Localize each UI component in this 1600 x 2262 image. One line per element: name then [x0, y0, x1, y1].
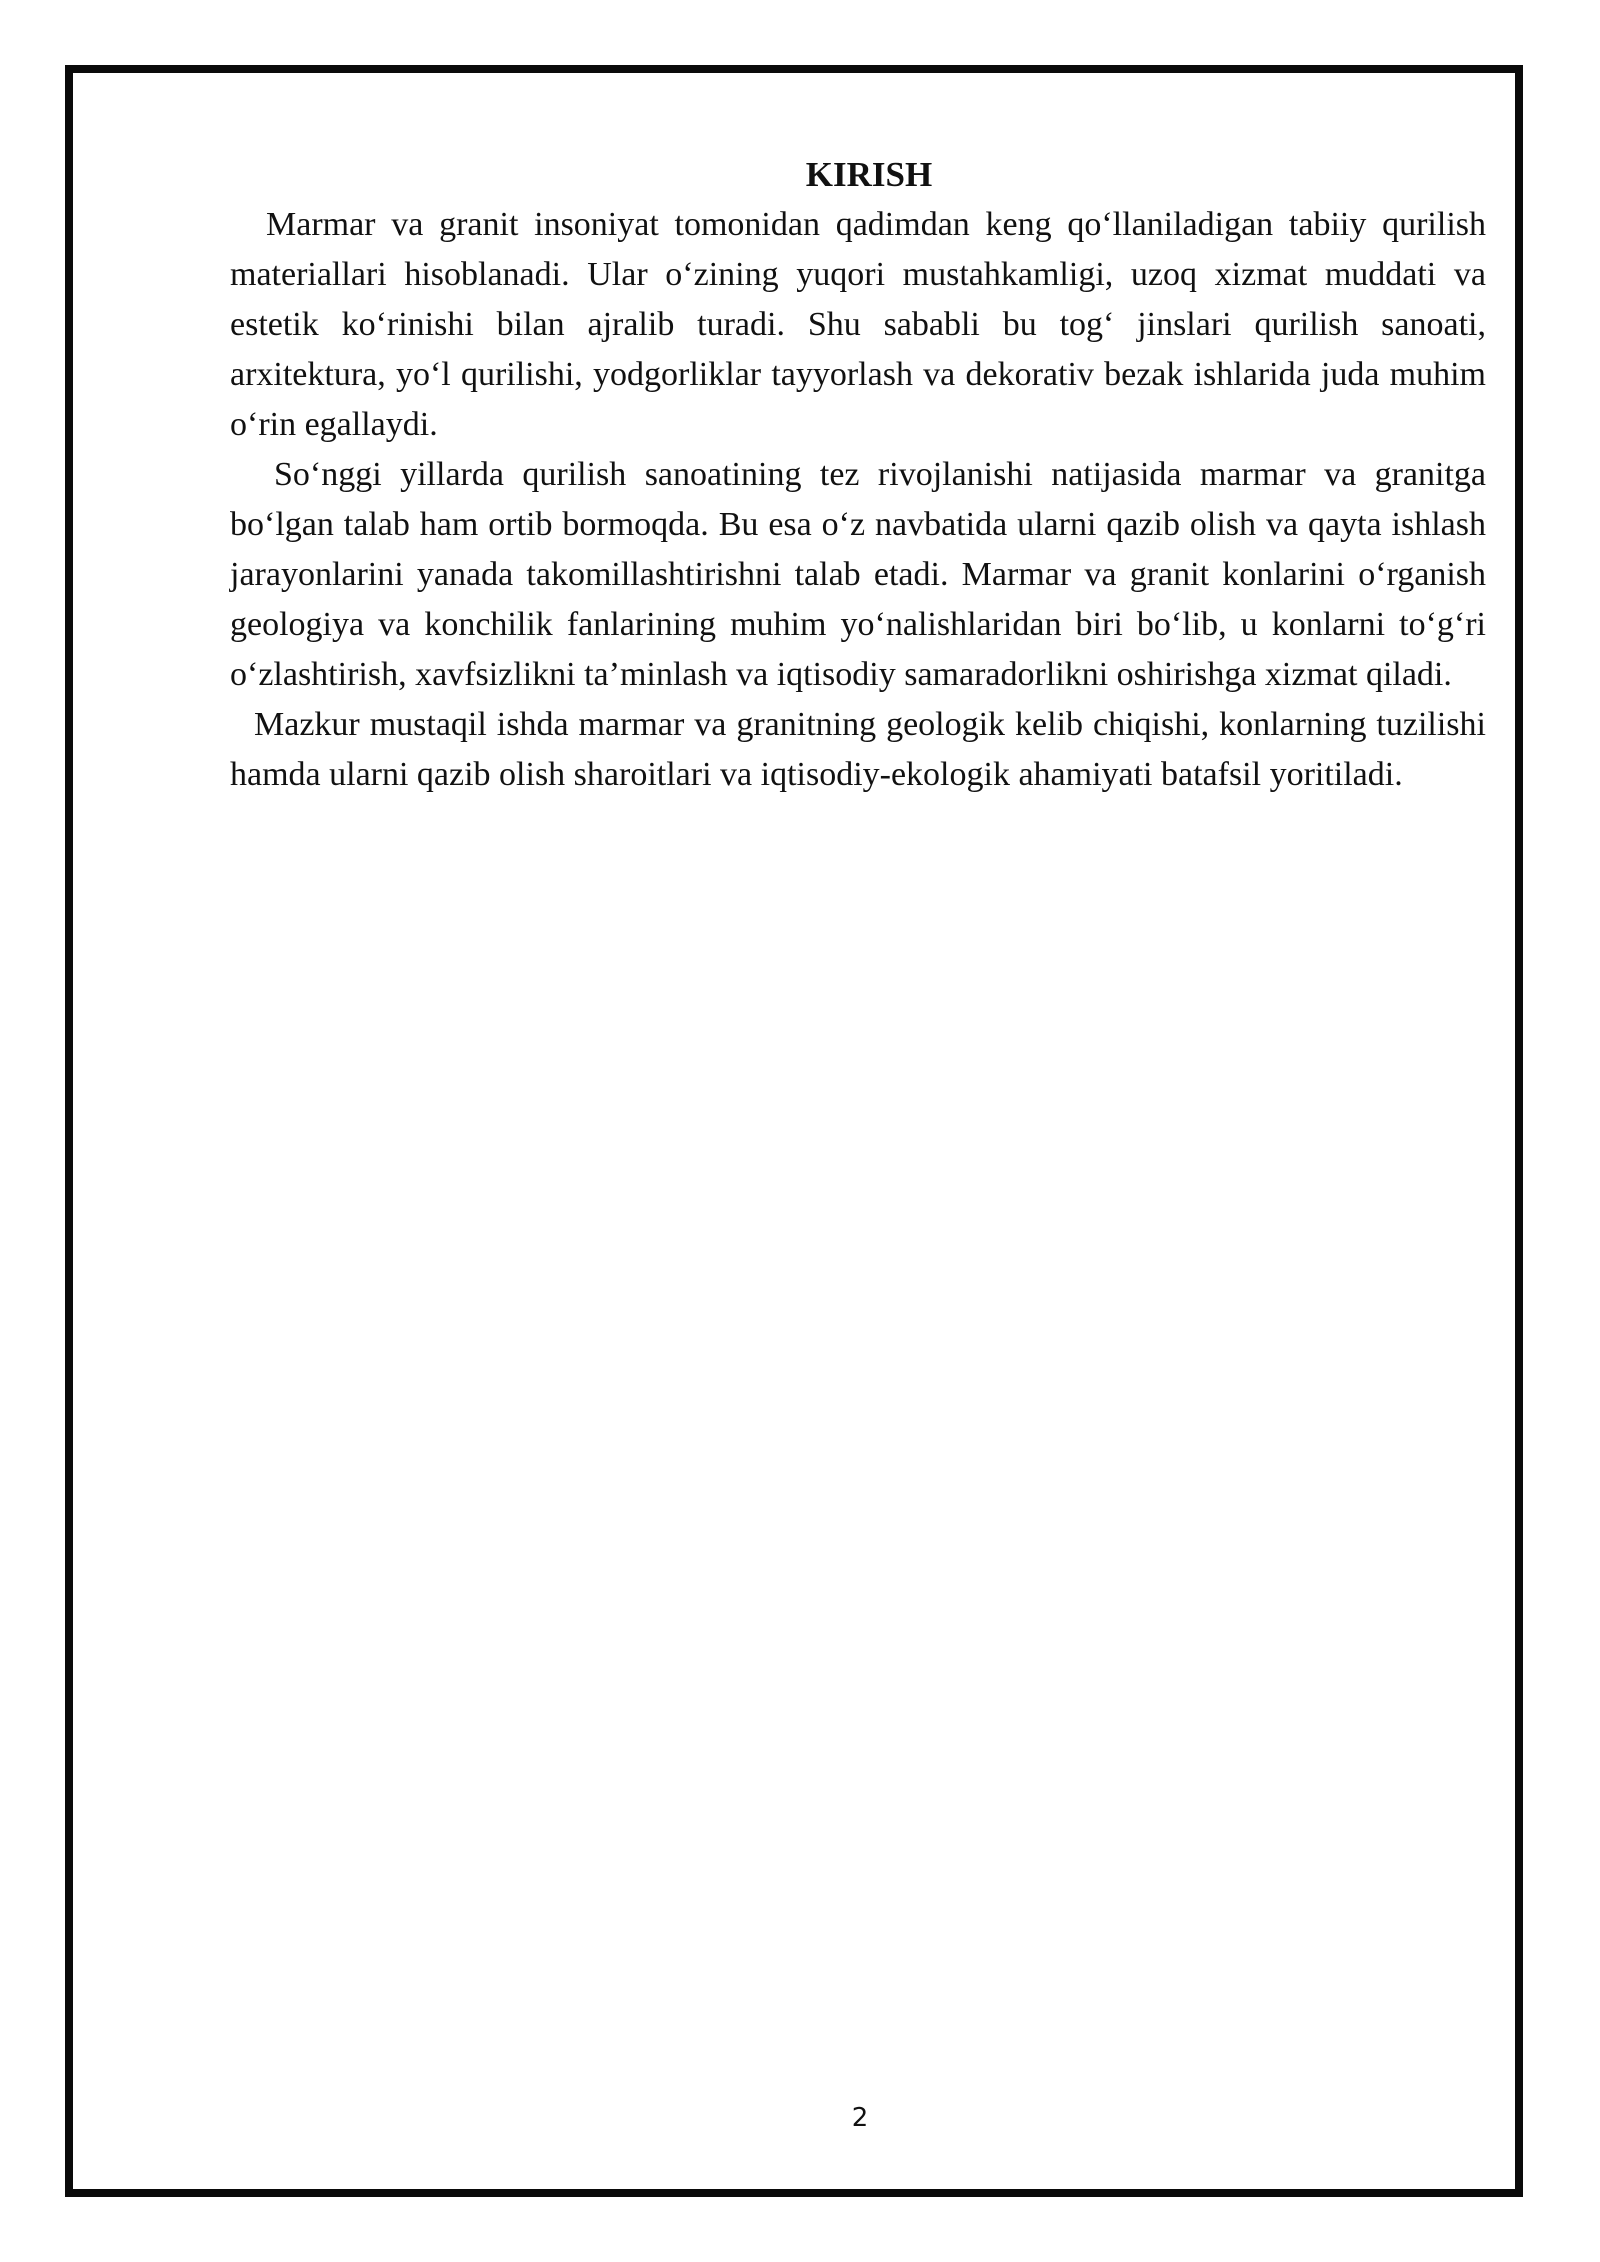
document-body	[230, 150, 1486, 800]
page-number: 2	[851, 2103, 869, 2133]
paragraph-scope: Mazkur mustaqil ishda marmar va granitning geologik kelib chiqishi, konlarning tuzilishi hamda ularni qazib olish sharoitlari va iqtisodiy-ekologik ahamiyati batafsil yoritiladi.	[230, 706, 1486, 793]
paragraph-intro: Marmar va granit insoniyat tomonidan qadimdan keng qo‘llaniladigan tabiiy qurilish materiallari hisoblanadi. Ular o‘zining yuqori mustahkamligi, uzoq xizmat muddati va estetik ko‘rinishi bilan ajralib turadi. Shu sababli bu tog‘ jinslari qurilish sanoati, arxitektura, yo‘l qurilishi, yodgorliklar tayyorlash va dekorativ bezak ishlarida juda muhim o‘rin egallaydi.	[230, 206, 1486, 443]
section-heading: KIRISH	[805, 155, 933, 194]
paragraph-demand: So‘nggi yillarda qurilish sanoatining tez rivojlanishi natijasida marmar va granitga bo‘lgan talab ham ortib bormoqda. Bu esa o‘z navbatida ularni qazib olish va qayta ishlash jarayonlarini yanada takomillashtirishni talab etadi. Marmar va granit konlarini o‘rganish geologiya va konchilik fanlarining muhim yo‘nalishlaridan biri bo‘lib, u konlarni to‘g‘ri o‘zlashtirish, xavfsizlikni ta’minlash va iqtisodiy samaradorlikni oshirishga xizmat qiladi.	[230, 456, 1486, 693]
